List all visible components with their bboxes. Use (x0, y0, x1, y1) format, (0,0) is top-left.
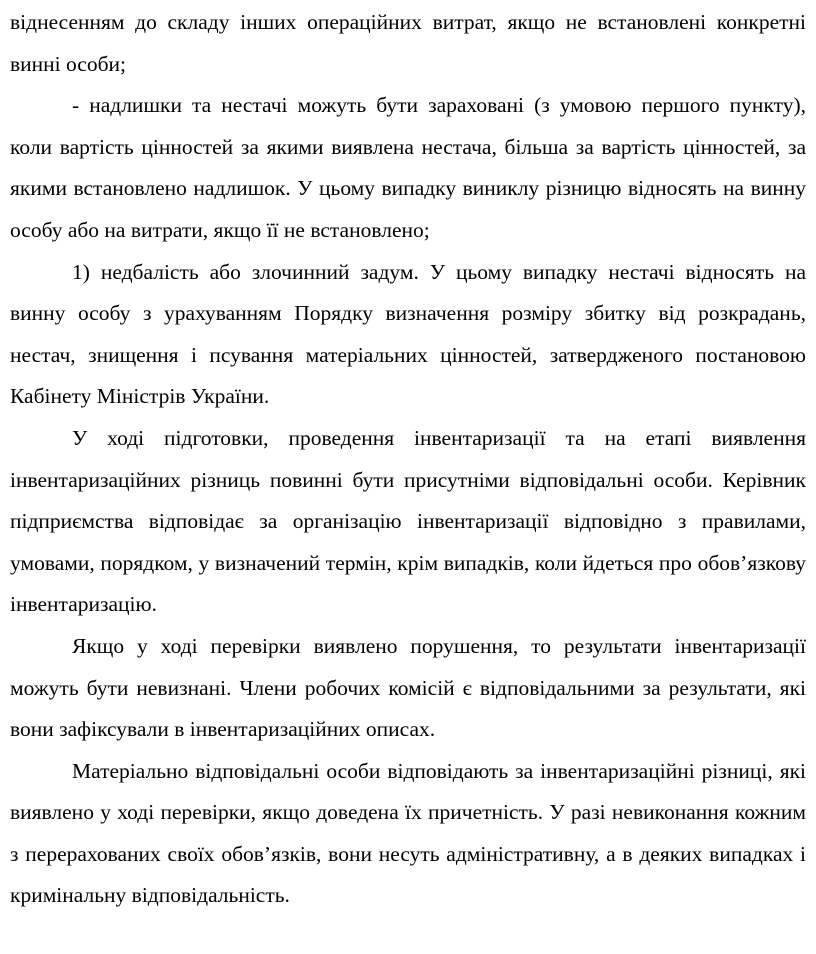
paragraph-liability: Матеріально відповідальні особи відповідають за інвентаризаційні різниці, які виявлено у ході перевірки, якщо доведена їх причетність. У разі невиконання кожним з перерахованих своїх обов’язків, вони несуть адміністративну, а в деяких випадках і кримінальну відповідальність. (10, 758, 806, 908)
paragraph-violations: Якщо у ході перевірки виявлено порушення, то результати інвентаризації можуть бути невизнані. Члени робочих комісій є відповідальними за результати, які вони зафіксували в інвентаризаційних описах. (10, 633, 806, 742)
paragraph-responsible-persons: У ході підготовки, проведення інвентаризації та на етапі виявлення інвентаризаційних різниць повинні бути присутніми відповідальні особи. Керівник підприємства відповідає за організацію інвентаризації відповідно з правилами, умовами, порядком, у визначений термін, крім випадків, коли йдеться про обов’язкову інвентаризацію. (10, 425, 806, 617)
paragraph-continuation: віднесенням до складу інших операційних витрат, якщо не встановлені конкретні винні особи; (10, 10, 806, 76)
paragraph-negligence: 1) недбалість або злочинний задум. У цьому випадку нестачі відносять на винну особу з урахуванням Порядку визначення розміру збитку від розкрадань, нестач, знищення і псування матеріальних цінностей, затвердженого постановою Кабінету Міністрів України. (10, 259, 806, 409)
paragraph-surplus-shortage: - надлишки та нестачі можуть бути зараховані (з умовою першого пункту), коли вартість цінностей за якими виявлена нестача, більша за вартість цінностей, за якими встановлено надлишок. У цьому випадку виниклу різницю відносять на винну особу або на витрати, якщо її не встановлено; (10, 93, 806, 242)
